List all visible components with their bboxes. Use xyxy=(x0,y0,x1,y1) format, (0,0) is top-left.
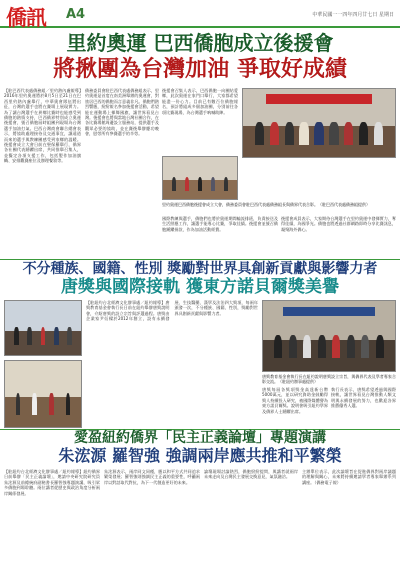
top-meeting-photo xyxy=(162,156,238,200)
top-headline-2: 將揪團為台灣加油 爭取好成績 xyxy=(53,56,347,82)
issue-date: 中華民國一一四年四月廿七日 星期日 xyxy=(312,12,394,18)
top-photo-caption: 里約奧運巴西僑胞後援會成立大會，僑務委員會駐巴西代表處僑務組長與僑界代表合影。（駐巴西代表處僑務組提供） xyxy=(162,202,370,207)
bottom-headline-1: 愛盈紐約僑界「民主正義論壇」專題演講 xyxy=(74,430,326,446)
middle-left-photo-2 xyxy=(4,360,82,428)
middle-body-col3: 唐獎每屆各獎項獎金高達新台幣5000萬元，並以研究資助金鼓勵得獎人持續投入研究，被國際媒體譽為東方諾貝爾獎。說明會吸引紐約學界及僑界人士踴躍出席。 xyxy=(262,387,328,414)
top-body-col4a: 國際教練與選手，僑胞們也將於奧運期間輪流排班，負責接送及生活照應工作，讓選手能專心比賽，爭取佳績。後援會並號召僑胞踴躍捐款，作為加油活動經費。 xyxy=(162,216,278,232)
bottom-body-col1: 【駐紐約台北經濟文化辦事處／紐約報導】紐約僑界日前舉辦「民主正義論壇」，邀請中央研究院研究員朱浤源及前總統府副秘書長羅智強專題演講，吸引眾多僑胞到場聆聽。兩位講者從歷史與政治角度分析兩岸關係發展。 xyxy=(4,469,100,496)
masthead xyxy=(0,0,400,28)
page-number: A4 xyxy=(66,7,86,22)
bottom-body-col4: 主辦單位表示，此次論壇旨在促進僑界對兩岸議題的理解與關心，未來將持續邀請學者專家舉辦系列講座。（僑務電子報） xyxy=(302,469,396,485)
top-body-col4b: 後援會成員表示，大家期待台灣選手在里約奧運中發揮實力，奪得佳績，為國爭光。僑胞也將透過社群網路即時分享比賽訊息，凝聚海外僑心。 xyxy=(281,216,396,232)
bottom-headline-2: 朱浤源 羅智強 強調兩岸應共推和平繁榮 xyxy=(58,446,342,465)
middle-group-photo xyxy=(262,300,396,372)
middle-body-col1: 【駐紐約台北經濟文化辦事處／紐約報導】唐獎教育基金會執行長日前在紐約舉辦唐獎說明會，介紹唐獎的設立宗旨與評選過程。唐獎由企業家尹衍樑於2012年創立，設有永續發展、生技醫藥、漢學及法治四大獎項，每兩年頒發一次，不分種族、國籍、性別，獎勵對世界具創新貢獻與影響力者。 xyxy=(86,300,258,322)
top-body-col1: 【駐巴西代表處僑務組／里約熱內盧報導】2016年里約奧運將於8月5日至21日在巴西里約熱內盧舉行，中華奧會隊伍將出征，台灣的選手也將在賽場上展現實力。為了讓台灣選手在異鄉比賽時也能感受到僑胞的熱情支持，巴西僑界特別成立奧運後援會，號召僑胞屆時組團到現場為台灣選手加油打氣。巴西台灣商會聯合總會表示，將協助處理接待及交通事宜，讓遠道而來的選手與教練團感受到家鄉的溫暖。後援會成立大會日前在聖保羅舉行，僑界各社團代表踴躍出席，共同推舉召集人，並擬定各項支援工作，包括製作加油旗幟、安排觀賽座位及辦理餐敘等。 xyxy=(4,88,81,164)
top-body-col3: 後援會召集人表示，巴西僑胞一向團結愛鄉，此次奧運在家門口舉行，大家都希望能盡一份心力。目前已有數百位僑胞報名，預計將組成多個加油團，分別前往各項比賽現場，為台灣選手吶喊助陣。 xyxy=(162,88,238,115)
middle-body-col4: 執行長表示，唐獎希望透過與國際接軌，讓世界看見台灣推動人類文明與永續發展的努力，也歡迎各界推薦優秀人選。 xyxy=(331,387,396,409)
top-body-col2: 僑務委員會駐巴西代表處僑務組表示，里約奧運是首度在南美洲舉辦的奧運會，對旅居巴西的僑胞而言意義非凡。僑胞們熱烈響應，紛紛報名參加後援會活動，希望能在運動場上揮舞國旗，讓世界看見台灣。後援會也將與當地台灣社團合作，在各比賽場館周邊設立服務站，提供選手及觀眾必要的協助，並在賽後舉辦慶功晚會，慰勞所有參賽選手的辛勞。 xyxy=(85,88,159,137)
newspaper-logo: 僑訊 xyxy=(6,5,46,30)
middle-headline-2: 唐獎與國際接軌 獲東方諾貝爾獎美譽 xyxy=(61,277,339,297)
divider-top xyxy=(0,259,400,260)
top-group-photo xyxy=(242,88,396,158)
middle-photo-caption: 唐獎教育基金會執行長在紐約說明唐獎設立宗旨，與僑界代表及學者專家合影交流。（駐紐約辦事處提供） xyxy=(262,374,396,385)
middle-left-photo xyxy=(4,300,82,356)
top-headline-1: 里約奧運 巴西僑胞成立後援會 xyxy=(66,31,334,55)
middle-headline-1: 不分種族、國籍、性別 獎勵對世界具創新貢獻與影響力者 xyxy=(22,261,378,277)
bottom-body-col3: 論壇現場討論熱烈，僑胞紛紛提問，與講者就兩岸未來走向及台灣民主發展交換意見，氣氛融洽。 xyxy=(204,469,298,480)
bottom-body-col2: 朱浤源表示，兩岸同文同種，應以和平方式共同追求繁榮發展；羅智強則強調民主正義的重要性，呼籲兩岸以對話取代對抗，為下一代創造更好的未來。 xyxy=(104,469,200,485)
